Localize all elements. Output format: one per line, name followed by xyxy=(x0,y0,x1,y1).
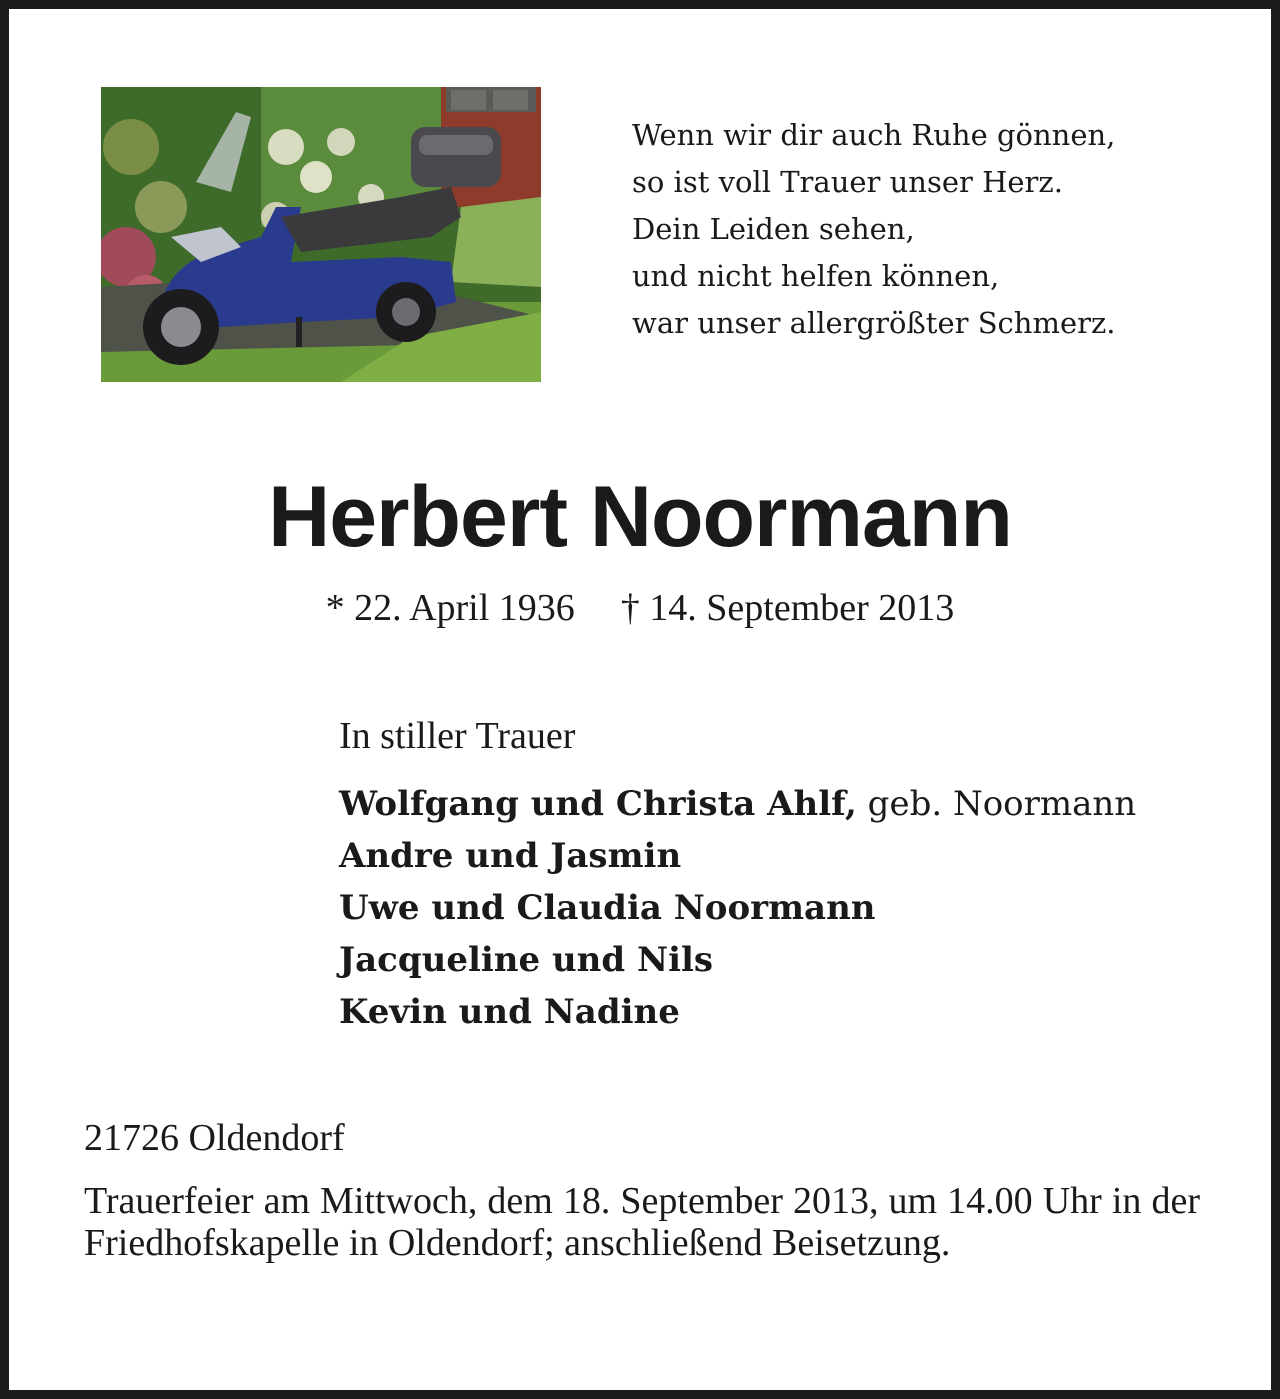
family-entry-name: Kevin und Nadine xyxy=(339,992,680,1032)
family-entry-name: Uwe und Claudia Noormann xyxy=(339,888,876,928)
family-entry-note: geb. Noormann xyxy=(856,784,1137,824)
family-entry-name: Jacqueline und Nils xyxy=(339,940,714,980)
family-entry xyxy=(339,830,1136,882)
mourning-line: In stiller Trauer xyxy=(339,715,576,757)
address: 21726 Oldendorf xyxy=(84,1117,345,1159)
family-entry xyxy=(339,934,1136,986)
family-entry-name: Andre und Jasmin xyxy=(339,836,682,876)
poem-verse xyxy=(632,112,1116,347)
birth-date: * 22. April 1936 xyxy=(325,587,575,629)
death-date: † 14. September 2013 xyxy=(620,587,955,629)
scooter-photo xyxy=(101,87,541,382)
poem-line: Wenn wir dir auch Ruhe gönnen, xyxy=(632,118,1116,152)
family-list xyxy=(339,778,1136,1038)
poem-line: war unser allergrößter Schmerz. xyxy=(632,306,1116,340)
family-entry xyxy=(339,986,1136,1038)
poem-line: und nicht helfen können, xyxy=(632,259,1000,293)
funeral-info: Trauerfeier am Mittwoch, dem 18. September 2013, um 14.00 Uhr in der Friedhofskapelle in Oldendorf; anschließend Beisetzung. xyxy=(84,1180,1200,1264)
family-entry-name: Wolfgang und Christa Ahlf, xyxy=(339,784,857,824)
family-entry xyxy=(339,778,1136,830)
life-dates xyxy=(0,586,1280,630)
family-entry xyxy=(339,882,1136,934)
scooter-image xyxy=(101,87,541,382)
poem-line: so ist voll Trauer unser Herz. xyxy=(632,165,1063,199)
poem-line: Dein Leiden sehen, xyxy=(632,212,915,246)
deceased-name: Herbert Noormann xyxy=(268,469,1012,565)
